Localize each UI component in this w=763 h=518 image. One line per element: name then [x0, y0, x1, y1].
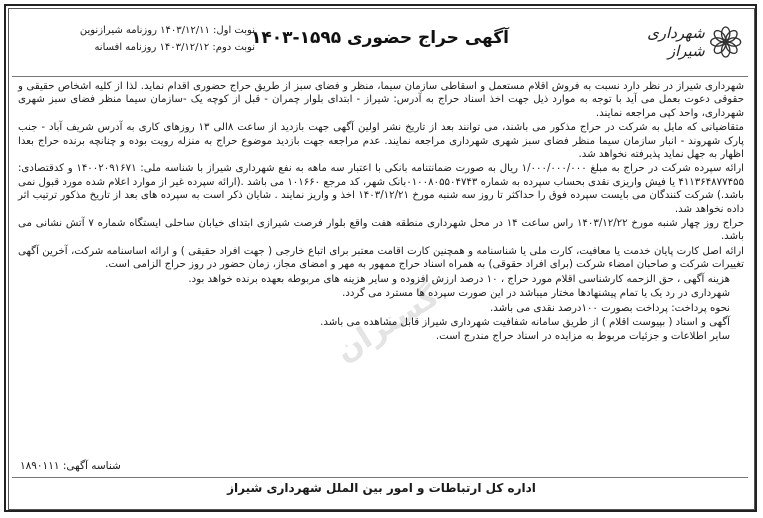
paragraph-documents: ارائه اصل کارت پایان خدمت یا معافیت، کارت ملی یا شناسنامه و همچنین کارت اقامت معتبر برای اتباع خارجی ( جهت افراد حقیقی ) و ارائه اساسنامه شرکت، آخرین آگهی تغییرات شرکت و صاحبان امضاء شرکت (برای افراد حقوقی) به همراه اسناد حراج ممهور به مهر و امضای مجاز، زمان حضور در روز حراج الزامی است. — [18, 245, 744, 271]
list-item: سایر اطلاعات و جزئیات مربوط به مزایده در اسناد حراج مندرج است. — [435, 331, 730, 343]
flower-emblem-icon — [709, 22, 742, 62]
footer-divider — [12, 477, 748, 478]
footer-signature: اداره کل ارتباطات و امور بین الملل شهرداری شیراز — [227, 481, 536, 495]
pub2-label: نوبت دوم: — [212, 42, 255, 53]
publication-first — [20, 22, 255, 39]
ad-code: شناسه آگهی: ۱۸۹۰۱۱۱ — [20, 460, 121, 472]
paragraph-visit: متقاضیانی که مایل به شرکت در حراج مذکور می باشند، می توانند بعد از تاریخ نشر اولین آگهی جهت بازدید از ساعت ۸الی ۱۳ روزهای کاری به آدرس شریف آباد - جنب پارک شهروند - انبار سازمان سیما منظر فضای سبز شهری شهرداری مراجعه نمایند. عدم مراجعه جهت بازدید موضوع حراج به منزله رویت بوده و چنانچه برنده حراج بعدا اظهار به جهل نماید پذیرفته نخواهد شد. — [18, 122, 744, 161]
notice-title: آگهی حراج حضوری ۱۵۹۵-۱۴۰۳ — [251, 28, 509, 48]
list-item: هزینه آگهی ، حق الزحمه کارشناسی اقلام مورد حراج ، ۱۰ درصد ارزش افزوده و سایر هزینه های مربوطه بعهده برنده خواهد بود. — [188, 273, 730, 285]
notice-body — [18, 80, 744, 345]
shiraz-municipality-logo — [622, 20, 742, 64]
notice-header — [10, 14, 748, 70]
publication-info — [20, 22, 255, 56]
pub1-value: ۱۴۰۳/۱۲/۱۱ روزنامه شیرازنوین — [79, 25, 210, 36]
publication-second — [20, 39, 255, 56]
logo-text: شهرداری شیراز — [647, 24, 705, 60]
list-item: آگهی و اسناد ( بپیوست اقلام ) از طریق سامانه شفافیت شهرداری شیراز قابل مشاهده می باشد. — [320, 316, 730, 328]
paragraph-intro: شهرداری شیراز در نظر دارد نسبت به فروش اقلام مستعمل و اسقاطی سازمان سیما، منظر و فضای سبز از طریق حراج حضوری اقدام نماید. لذا از کلیه اشخاص حقیقی و حقوقی دعوت بعمل می آید با توجه به موارد ذیل جهت اخذ اسناد حراج به آدرس: شیراز - ابتدای بلوار چمران - قبل از کوچه یک -سازمان سیما منظر فضای سبز شهری شهرداری، واحد کپی مراجعه نمایند. — [18, 81, 744, 119]
paragraph-deposit: ارائه سپرده شرکت در حراج به مبلغ ۱/۰۰۰/۰۰۰/۰۰۰ ریال به صورت ضمانتنامه بانکی با اعتبار سه ماهه به نفع شهرداری شیراز با شناسه ملی: ۱۴۰۰۲۰۹۱۶۷۱ و کدقتصادی: ۴۱۱۳۶۴۸۷۷۴۵۵ یا فیش واریزی نقدی بحساب سپرده به شماره ۰۱۰۰۸۰۵۵۰۴۷۴۳بانک شهر، کد مرجع ۱۰۱۶۶۰ می باشد .(ارائه سپرده غیر از موارد اعلام شده مورد قبول نمی باشد.) شرکت کنندگان می بایست سپرده فوق را حداکثر تا روز سه شنبه مورخ ۱۴۰۳/۱۲/۲۱ اخذ و واریز نمایند . شایان ذکر است به سپرده های بعد از تاریخ مذکور ترتیب اثر داده نخواهد شد. — [18, 163, 745, 215]
pub1-label: نوبت اول: — [213, 25, 255, 36]
list-item: نحوه پرداخت: پرداخت بصورت ۱۰۰درصد نقدی می باشد. — [489, 302, 730, 314]
paragraph-auction-time: حراج روز چهار شنبه مورخ ۱۴۰۳/۱۲/۲۲ راس ساعت ۱۴ در محل شهرداری منطقه هفت واقع بلوار فرصت شیرازی ابتدای خیابان ساحلی ایستگاه شماره ۷ آتش نشانی می باشد. — [18, 218, 745, 243]
header-divider — [12, 76, 748, 77]
pub2-value: ۱۴۰۳/۱۲/۱۲ روزنامه افسانه — [94, 42, 210, 53]
watermark: گستران — [329, 278, 446, 370]
list-item: شهرداری در رد یک یا تمام پیشنهادها مختار میباشد در این صورت سپرده ها مسترد می گردد. — [342, 288, 730, 300]
